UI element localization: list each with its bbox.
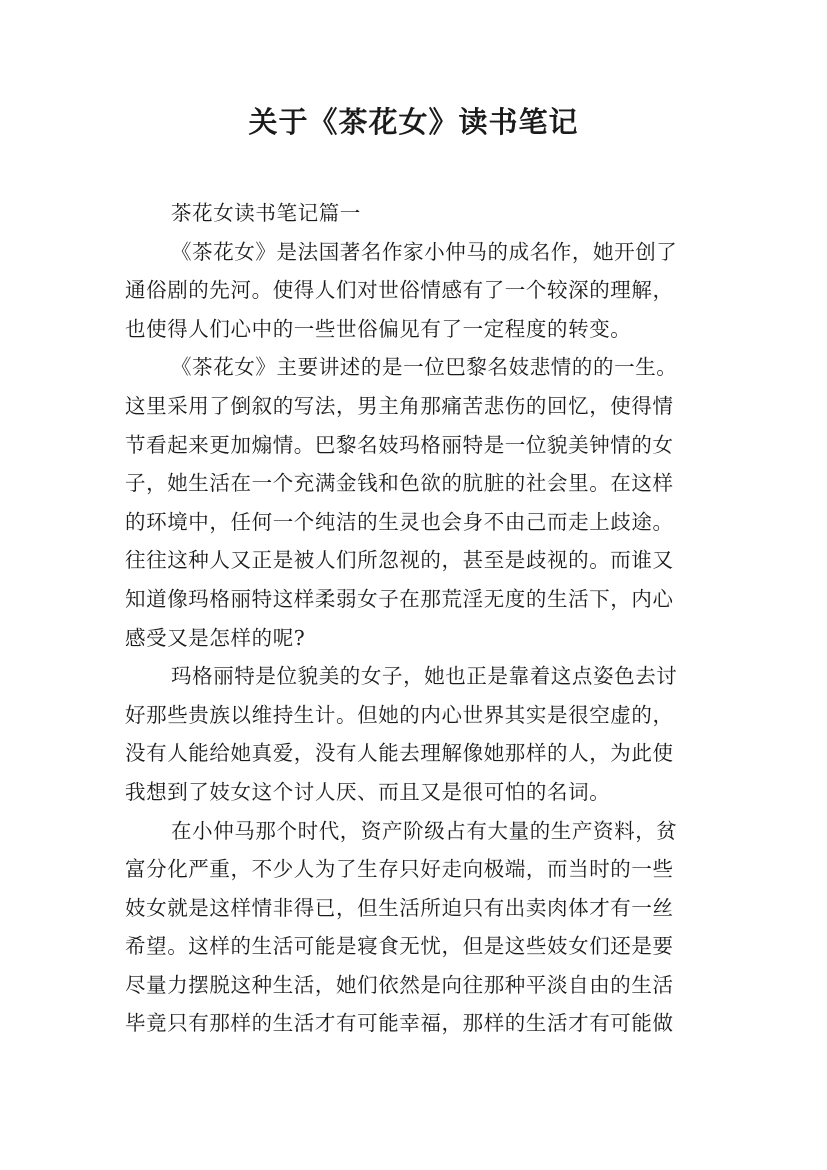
- paragraph-line: 知道像玛格丽特这样柔弱女子在那荒淫无度的生活下，内心: [125, 586, 674, 611]
- paragraph-line: 的环境中，任何一个纯洁的生灵也会身不由己而走上歧途。: [125, 509, 674, 534]
- paragraph-line: 这里采用了倒叙的写法，男主角那痛苦悲伤的回忆，使得情: [125, 393, 674, 418]
- document-body: [125, 194, 710, 1043]
- paragraph-line: 我想到了妓女这个讨人厌、而且又是很可怕的名词。: [125, 779, 611, 804]
- paragraph-line: 玛格丽特是位貌美的女子，她也正是靠着这点姿色去讨: [171, 664, 678, 689]
- paragraph-line: 妓女就是这样情非得已，但生活所迫只有出卖肉体才有一丝: [125, 895, 674, 920]
- paragraph-line: 往往这种人又正是被人们所忽视的，甚至是歧视的。而谁又: [125, 548, 674, 573]
- paragraph-line: 通俗剧的先河。使得人们对世俗情感有了一个较深的理解，: [125, 278, 674, 303]
- paragraph-line: 毕竟只有那样的生活才有可能幸福，那样的生活才有可能做: [125, 1011, 674, 1036]
- paragraph-line: 希望。这样的生活可能是寝食无忧，但是这些妓女们还是要: [125, 934, 674, 959]
- paragraph-line: 《茶花女》主要讲述的是一位巴黎名妓悲情的的一生。: [171, 355, 678, 380]
- section-heading: 茶花女读书笔记篇一: [171, 201, 361, 225]
- paragraph-line: 也使得人们心中的一些世俗偏见有了一定程度的转变。: [125, 316, 632, 341]
- document-title: 关于《茶花女》读书笔记: [248, 105, 579, 139]
- paragraph-line: 富分化严重，不少人为了生存只好走向极端，而当时的一些: [125, 857, 674, 882]
- paragraph-line: 在小仲马那个时代，资产阶级占有大量的生产资料，贫: [171, 818, 678, 843]
- paragraph-line: 节看起来更加煽情。巴黎名妓玛格丽特是一位貌美钟情的女: [125, 432, 674, 457]
- paragraph-line: 尽量力摆脱这种生活，她们依然是向往那种平淡自由的生活: [125, 972, 674, 997]
- paragraph-line: 好那些贵族以维持生计。但她的内心世界其实是很空虚的，: [125, 702, 674, 727]
- paragraph-line: 感受又是怎样的呢?: [125, 625, 306, 650]
- paragraph-line: 子，她生活在一个充满金钱和色欲的肮脏的社会里。在这样: [125, 471, 674, 496]
- paragraph-line: 没有人能给她真爱，没有人能去理解像她那样的人，为此使: [125, 741, 674, 766]
- paragraph-line: 《茶花女》是法国著名作家小仲马的成名作，她开创了: [171, 239, 678, 264]
